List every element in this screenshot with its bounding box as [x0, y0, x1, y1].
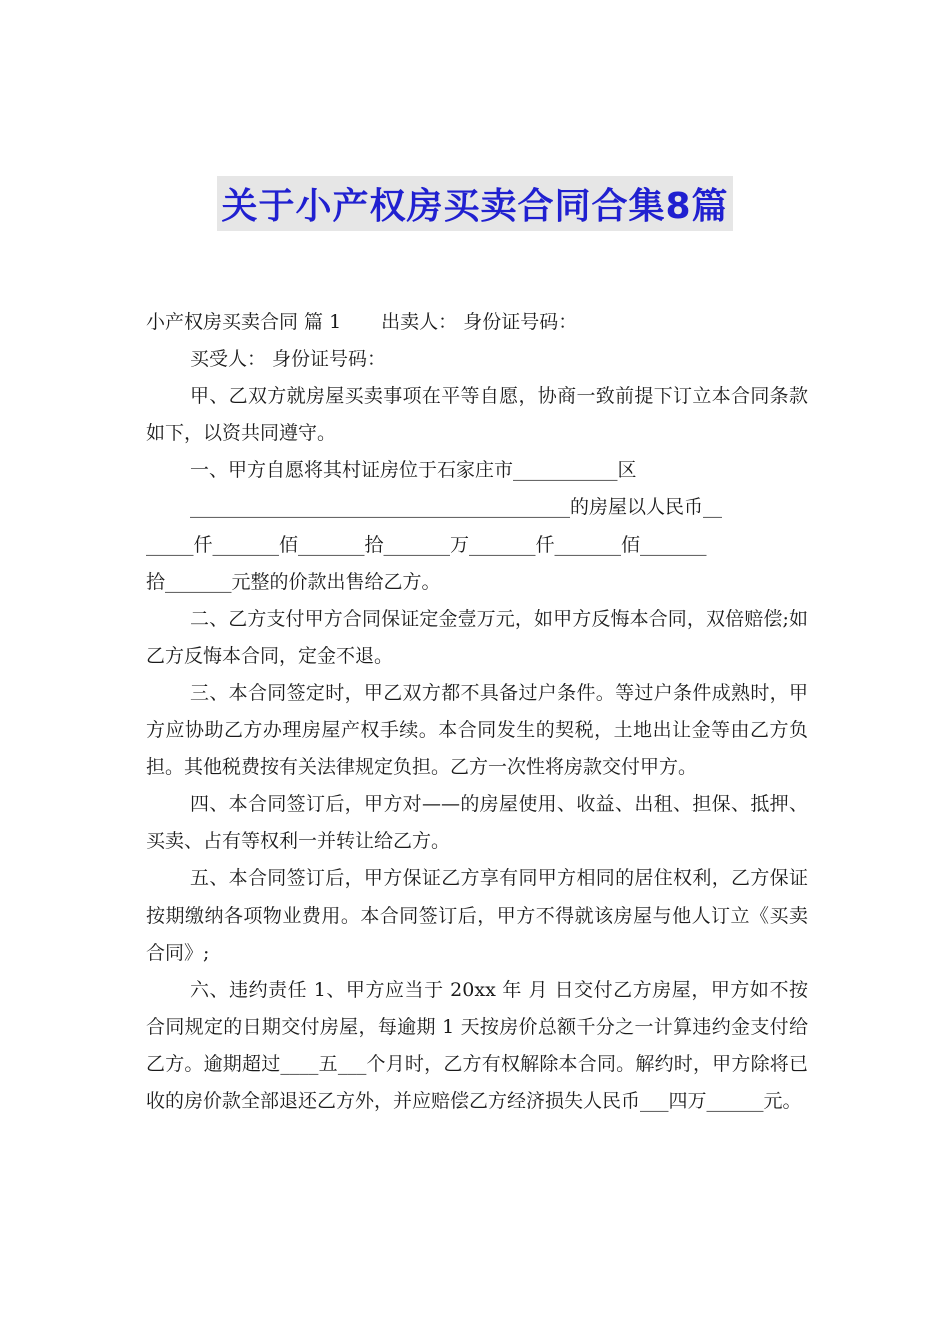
paragraph-clause-6: 六、违约责任 1、甲方应当于 20xx 年 月 日交付乙方房屋，甲方如不按合同规定的日期交付房屋，每逾期 1 天按房价总额千分之一计算违约金支付给乙方。逾期超过____五___个月时，乙方有权解除本合同。解约时，甲方除将已收的房价款全部退还乙方外，并应赔偿乙方经济损失人民币___四万______元。 [146, 978, 808, 1112]
document-body [146, 304, 808, 1120]
paragraph-heading [146, 304, 808, 341]
paragraph-intro: 甲、乙双方就房屋买卖事项在平等自愿，协商一致前提下订立本合同条款如下，以资共同遵守。 [146, 385, 808, 445]
title-text: 关于小产权房买卖合同合集8篇 [217, 176, 732, 231]
clause-1-line-2: ________________________________________的房屋以人民币__ [190, 496, 723, 519]
paragraph-clause-3: 三、本合同签定时，甲乙双方都不具备过户条件。等过户条件成熟时，甲方应协助乙方办理房屋产权手续。本合同发生的契税，土地出让金等由乙方负担。其他税费按有关法律规定负担。乙方一次性将房款交付甲方。 [146, 681, 808, 779]
clause-1-line-4: 拾_______元整的价款出售给乙方。 [146, 570, 441, 593]
clause-1-line-3: _____仟_______佰_______拾_______万_______仟_______佰_______ [146, 533, 707, 556]
paragraph-clause-1 [146, 452, 808, 600]
paragraph-clause-4: 四、本合同签订后，甲方对——的房屋使用、收益、出租、担保、抵押、买卖、占有等权利一并转让给乙方。 [146, 793, 808, 853]
paragraph-buyer: 买受人： 身份证号码： [190, 348, 387, 371]
paragraph-clause-5: 五、本合同签订后，甲方保证乙方享有同甲方相同的居住权利，乙方保证按期缴纳各项物业费用。本合同签订后，甲方不得就该房屋与他人订立《买卖合同》; [146, 867, 808, 964]
document-title [0, 176, 950, 231]
paragraph-clause-2: 二、乙方支付甲方合同保证定金壹万元，如甲方反悔本合同，双倍赔偿;如乙方反悔本合同，定金不退。 [146, 607, 808, 667]
section-heading: 小产权房买卖合同 篇 1 [146, 311, 342, 333]
seller-line: 出卖人： 身份证号码： [381, 311, 578, 333]
clause-1-line-1: 一、甲方自愿将其村证房位于石家庄市___________区 [190, 459, 637, 482]
